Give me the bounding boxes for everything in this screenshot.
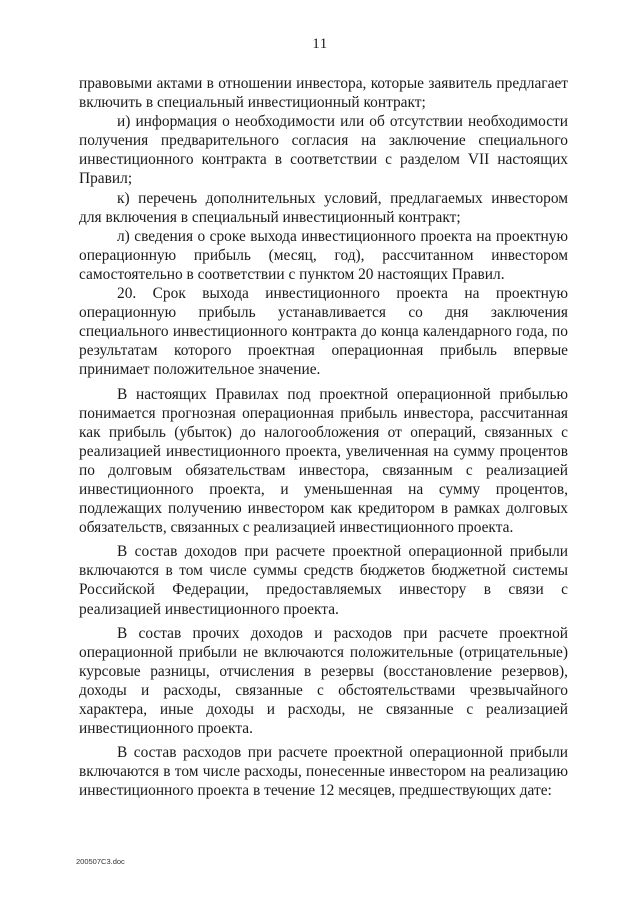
paragraph-income: В состав доходов при расчете проектной операционной прибыли включаются в том числе суммы средств бюджетов бюджетной системы Российской Федерации, предоставляемых инвестору в связи с реализацией инвестиционного проекта. bbox=[79, 543, 568, 618]
paragraph-continuation: правовыми актами в отношении инвестора, которые заявитель предлагает включить в специальный инвестиционный контракт; bbox=[79, 75, 568, 112]
paragraph-other-income: В состав прочих доходов и расходов при расчете проектной операционной прибыли не включаются положительные (отрицательные) курсовые разницы, отчисления в резервы (восстановление резервов), доходы и расходы, связанные с обстоятельствами чрезвычайного характера, иные доходы и расходы, не связанные с реализацией инвестиционного проекта. bbox=[79, 624, 568, 738]
footer-filename: 200507C3.doc bbox=[76, 857, 125, 866]
paragraph-clause-20: 20. Срок выхода инвестиционного проекта на проектную операционную прибыль устанавливается со дня заключения специального инвестиционного контракта до конца календарного года, по результатам которого проектная операционная прибыль впервые принимает положительное значение. bbox=[79, 285, 568, 379]
paragraph-item-l: л) сведения о сроке выхода инвестиционного проекта на проектную операционную прибыль (месяц, год), рассчитанном инвестором самостоятельно в соответствии с пунктом 20 настоящих Правил. bbox=[79, 227, 568, 283]
paragraph-item-k: к) перечень дополнительных условий, предлагаемых инвестором для включения в специальный инвестиционный контракт; bbox=[79, 189, 568, 226]
paragraph-expenses: В состав расходов при расчете проектной операционной прибыли включаются в том числе расходы, понесенные инвестором на реализацию инвестиционного проекта в течение 12 месяцев, предшествующих дате: bbox=[79, 744, 568, 800]
page-number: 11 bbox=[312, 36, 328, 52]
document-body bbox=[79, 74, 568, 800]
paragraph-definition: В настоящих Правилах под проектной операционной прибылью понимается прогнозная операционная прибыль инвестора, рассчитанная как прибыль (убыток) до налогообложения от операций, связанных с реализацией инвестиционного проекта, увеличенная на сумму процентов по долговым обязательствам инвестора, связанным с реализацией инвестиционного проекта, и уменьшенная на сумму процентов, подлежащих получению инвестором как кредитором в рамках долговых обязательств, связанных с реализацией инвестиционного проекта. bbox=[79, 385, 568, 537]
paragraph-item-i: и) информация о необходимости или об отсутствии необходимости получения предварительного согласия на заключение специального инвестиционного контракта в соответствии с разделом VII настоящих Правил; bbox=[79, 113, 568, 188]
